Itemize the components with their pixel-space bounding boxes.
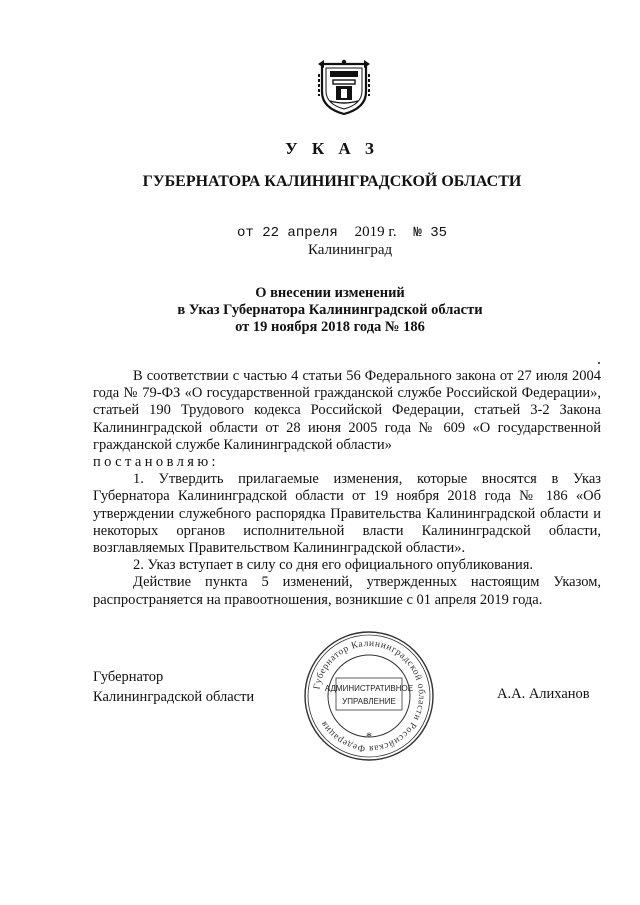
item-1-paragraph: 1. Утвердить прилагаемые изменения, которые вносятся в Указ Губернатора Калининградской области от 19 ноября 2018 года № 186 «Об утверждении служебного распорядка Правительства Калининградской области и некоторых органов исполнительной власти Калининградской области, возглавляемых Правительством Калининградской области». [93,471,601,557]
date-number-line [237,224,447,241]
signatory-position [93,667,254,707]
coat-of-arms-icon [316,58,372,116]
decree-word: постановляю: [93,454,219,471]
document-type-title: У К А З [285,139,379,158]
number-sign: № [413,225,422,241]
decree-number: 35 [430,225,448,241]
signatory-name: А.А. Алиханов [497,686,590,702]
subject-line-2: в Указ Губернатора Калининградской области [177,302,483,318]
subject-line-1: О внесении изменений [255,285,405,301]
decree-year: 2019 г. [354,224,397,240]
official-seal-stamp [301,628,437,764]
item-3-paragraph: Действие пункта 5 изменений, утвержденных настоящим Указом, распространяется на правоотношения, возникшие с 01 апреля 2019 года. [93,574,601,608]
decree-date: 22 апреля [262,225,338,241]
scan-speck [598,362,600,364]
decree-subject [0,285,640,336]
date-prefix: от [237,225,254,241]
position-line-2: Калининградской области [93,689,255,705]
seal-star-icon: * [366,729,372,743]
position-line-1: Губернатор [93,669,164,685]
seal-ring-text: Губернатор Калининградской области Российская Федерация [312,638,427,754]
city-name: Калининград [308,242,393,258]
issuer-title: ГУБЕРНАТОРА КАЛИНИНГРАДСКОЙ ОБЛАСТИ [142,173,522,190]
item-2-paragraph: 2. Указ вступает в силу со дня его официального опубликования. [133,557,534,574]
preamble-paragraph: В соответствии с частью 4 статьи 56 Федерального закона от 27 июля 2004 года № 79-ФЗ «О государственной гражданской службе Российской Федерации», статьей 190 Трудового кодекса Российской Федерации, статьей 3-2 Закона Калининградской области от 28 июня 2005 года № 609 «О государственной гражданской службе Калининградской области» [93,368,601,453]
seal-center-line-1: АДМИНИСТРАТИВНОЕ [324,684,414,693]
subject-line-3: от 19 ноября 2018 года № 186 [235,319,425,335]
decree-body [93,368,601,609]
seal-center-line-2: УПРАВЛЕНИЕ [342,697,396,706]
